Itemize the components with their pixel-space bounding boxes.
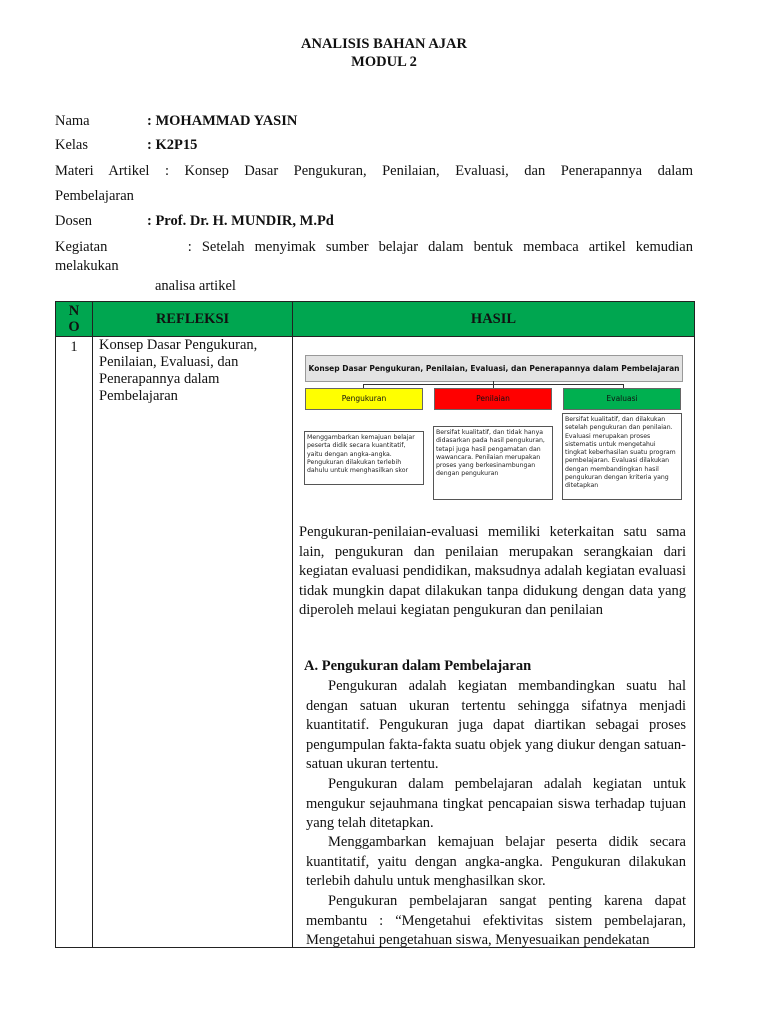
document-title: ANALISIS BAHAN AJAR bbox=[301, 36, 467, 52]
diagram-title: Konsep Dasar Pengukuran, Penilaian, Evaluasi, dan Penerapannya dalam Pembelajaran bbox=[305, 355, 683, 382]
dosen-value: : Prof. Dr. H. MUNDIR, M.Pd bbox=[147, 213, 334, 229]
header-no-n: N bbox=[68, 303, 80, 319]
evaluasi-description: Bersifat kualitatif, dan dilakukan setelah pengukuran dan penilaian. Evaluasi merupakan proses sistematis untuk mengetahui tingkat keberhasilan suatu program pembelajaran. Evaluasi dilakukan dengan membandingkan hasil pengukuran dengan kriteria yang ditetapkan bbox=[562, 413, 682, 500]
evaluasi-box: Evaluasi bbox=[563, 388, 681, 410]
dosen-label: Dosen bbox=[55, 213, 93, 229]
nama-label: Nama bbox=[55, 113, 90, 129]
materi-line-1: Materi Artikel : Konsep Dasar Pengukuran, Penilaian, Evaluasi, dan Penerapannya dalam bbox=[55, 163, 693, 179]
paragraph-2: Pengukuran dalam pembelajaran adalah kegiatan untuk mengukur sejauhmana tingkat pencapaian siswa terhadap tujuan yang telah ditetapkan. bbox=[306, 776, 686, 832]
table-row bbox=[56, 337, 695, 948]
header-refleksi: REFLEKSI bbox=[93, 302, 293, 337]
row-refleksi: Konsep Dasar Pengukuran, Penilaian, Evaluasi, dan Penerapannya dalam Pembelajaran bbox=[93, 337, 293, 948]
nama-value: : MOHAMMAD YASIN bbox=[147, 113, 298, 129]
pengukuran-box: Pengukuran bbox=[305, 388, 423, 410]
header-no-o: O bbox=[68, 319, 80, 335]
intro-paragraph: Pengukuran-penilaian-evaluasi memiliki keterkaitan satu sama lain, pengukuran dan penilaian merupakan serangkaian dari kegiatan evaluasi pendidikan, maksudnya adalah kegiatan evaluasi tidak mungkin dapat dilakukan tanpa didukung dengan data yang diperoleh melaui kegiatan pengukuran dan penilaian bbox=[299, 524, 686, 619]
analysis-table bbox=[55, 301, 695, 948]
paragraph-1: Pengukuran adalah kegiatan membandingkan suatu hal dengan satuan ukuran tertentu sehingga sifatnya menjadi kuantitatif. Pengukuran juga dapat diartikan sebagai proses pengumpulan fakta-fakta suatu objek yang diukur dengan satuan-satuan ukuran tertentu. bbox=[306, 678, 686, 773]
kegiatan-line-2: melakukan bbox=[55, 258, 119, 274]
penilaian-description: Bersifat kualitatif, dan tidak hanya didasarkan pada hasil pengukuran, tetapi juga hasil pengamatan dan wawancara. Penilaian merupakan proses yang berkesinambungan dengan pengukuran bbox=[433, 426, 553, 500]
kelas-value: : K2P15 bbox=[147, 137, 198, 153]
kegiatan-line-1: Kegiatan : Setelah menyimak sumber belajar dalam bentuk membaca artikel kemudian bbox=[55, 239, 693, 255]
row-hasil bbox=[293, 337, 695, 948]
table-header-row bbox=[56, 302, 695, 337]
paragraph-4: Pengukuran pembelajaran sangat penting karena dapat membantu : “Mengetahui efektivitas sistem pembelajaran, Mengetahui pengetahuan siswa, Menyesuaikan pendekatan bbox=[306, 893, 686, 947]
section-a-title: A. Pengukuran dalam Pembelajaran bbox=[304, 658, 532, 674]
kegiatan-line-3: analisa artikel bbox=[155, 278, 236, 294]
kelas-label: Kelas bbox=[55, 137, 89, 153]
pengukuran-description: Menggambarkan kemajuan belajar peserta didik secara kuantitatif, yaitu dengan angka-angka. Pengukuran dilakukan terlebih dahulu untuk menghasilkan skor bbox=[304, 431, 424, 485]
document-subtitle: MODUL 2 bbox=[351, 54, 417, 70]
paragraph-3: Menggambarkan kemajuan belajar peserta didik secara kuantitatif, yaitu dengan angka-angka. Pengukuran dilakukan terlebih dahulu untuk menghasilkan skor. bbox=[306, 834, 686, 890]
header-hasil: HASIL bbox=[293, 302, 695, 337]
header-no bbox=[56, 302, 93, 337]
concept-diagram bbox=[305, 355, 683, 505]
materi-line-2: Pembelajaran bbox=[55, 188, 134, 204]
penilaian-box: Penilaian bbox=[434, 388, 552, 410]
row-number: 1 bbox=[56, 337, 93, 948]
